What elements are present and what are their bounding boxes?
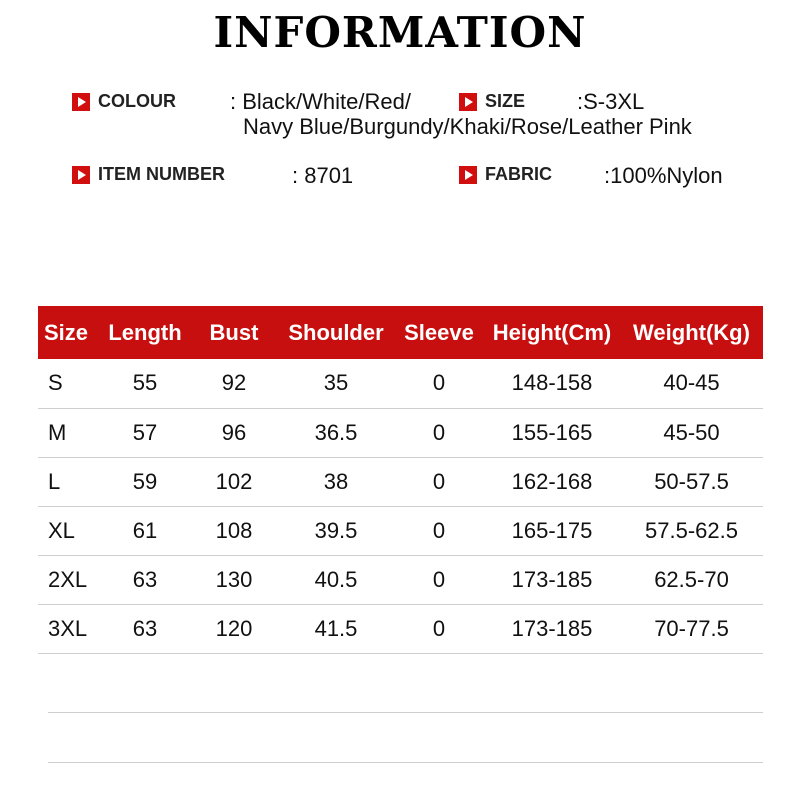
- table-row: [38, 457, 763, 506]
- table-cell: 165-175: [511, 517, 593, 543]
- table-cell: 40.5: [314, 566, 358, 592]
- play-marker-icon: [459, 93, 477, 111]
- header-height: Height(Cm): [492, 319, 612, 345]
- divider: [48, 762, 763, 763]
- table-cell: S: [48, 370, 63, 396]
- colour-value-line2: Navy Blue/Burgundy/Khaki/Rose/Leather Pink: [243, 114, 692, 139]
- table-row: [38, 604, 763, 653]
- size-label-group: [459, 91, 525, 112]
- item-number-value: : 8701: [292, 163, 354, 188]
- table-cell: L: [48, 468, 61, 494]
- table-cell: 92: [221, 370, 247, 396]
- table-cell: 0: [432, 566, 446, 592]
- table-row: [38, 506, 763, 555]
- fabric-label-group: [459, 164, 552, 185]
- header-length: Length: [108, 319, 182, 345]
- header-bust: Bust: [209, 319, 259, 345]
- fabric-value: :100%Nylon: [604, 163, 723, 188]
- header-shoulder: Shoulder: [288, 319, 384, 345]
- table-cell: 36.5: [314, 419, 358, 445]
- size-value: :S-3XL: [577, 89, 645, 114]
- table-cell: 130: [215, 566, 253, 592]
- table-cell: 40-45: [663, 370, 720, 396]
- play-marker-icon: [459, 166, 477, 184]
- table-row: [38, 408, 763, 457]
- table-cell: 62.5-70: [654, 566, 729, 592]
- play-marker-icon: [72, 93, 90, 111]
- table-cell: 0: [432, 370, 446, 396]
- table-cell: 173-185: [511, 566, 593, 592]
- table-cell: 96: [221, 419, 247, 445]
- table-cell: 102: [215, 468, 253, 494]
- table-cell: XL: [48, 517, 75, 543]
- item-number-label: ITEM NUMBER: [98, 164, 225, 184]
- page-title: INFORMATION: [213, 8, 587, 57]
- table-header-row: [38, 306, 763, 359]
- play-marker-icon: [72, 166, 90, 184]
- table-cell: 45-50: [663, 419, 720, 445]
- table-cell: 50-57.5: [654, 468, 729, 494]
- table-cell: 0: [432, 615, 446, 641]
- divider: [48, 712, 763, 713]
- table-cell: 108: [215, 517, 253, 543]
- table-cell: M: [48, 419, 67, 445]
- table-cell: 38: [323, 468, 349, 494]
- colour-value-line1: : Black/White/Red/: [230, 89, 411, 114]
- table-cell: 59: [132, 468, 158, 494]
- table-cell: 70-77.5: [654, 615, 729, 641]
- item-number-label-group: [72, 164, 225, 185]
- header-weight: Weight(Kg): [633, 319, 750, 345]
- table-cell: 39.5: [314, 517, 358, 543]
- table-cell: 148-158: [511, 370, 593, 396]
- size-table: [38, 306, 763, 654]
- table-cell: 162-168: [511, 468, 593, 494]
- table-cell: 55: [132, 370, 158, 396]
- table-cell: 0: [432, 468, 446, 494]
- table-cell: 63: [132, 566, 158, 592]
- table-cell: 0: [432, 517, 446, 543]
- colour-label: COLOUR: [98, 91, 176, 111]
- table-row: [38, 555, 763, 604]
- fabric-label: FABRIC: [485, 164, 552, 184]
- table-cell: 2XL: [48, 566, 88, 592]
- table-cell: 57: [132, 419, 158, 445]
- size-label: SIZE: [485, 91, 526, 111]
- table-cell: 41.5: [314, 615, 358, 641]
- table-cell: 57.5-62.5: [645, 517, 738, 543]
- table-cell: 35: [323, 370, 349, 396]
- table-cell: 3XL: [48, 615, 88, 641]
- header-size: Size: [44, 319, 89, 345]
- table-cell: 120: [215, 615, 253, 641]
- header-sleeve: Sleeve: [404, 319, 474, 345]
- table-cell: 0: [432, 419, 446, 445]
- colour-label-group: [72, 91, 176, 112]
- table-cell: 63: [132, 615, 158, 641]
- table-row: [38, 359, 763, 408]
- table-cell: 61: [132, 517, 158, 543]
- table-cell: 173-185: [511, 615, 593, 641]
- table-cell: 155-165: [511, 419, 593, 445]
